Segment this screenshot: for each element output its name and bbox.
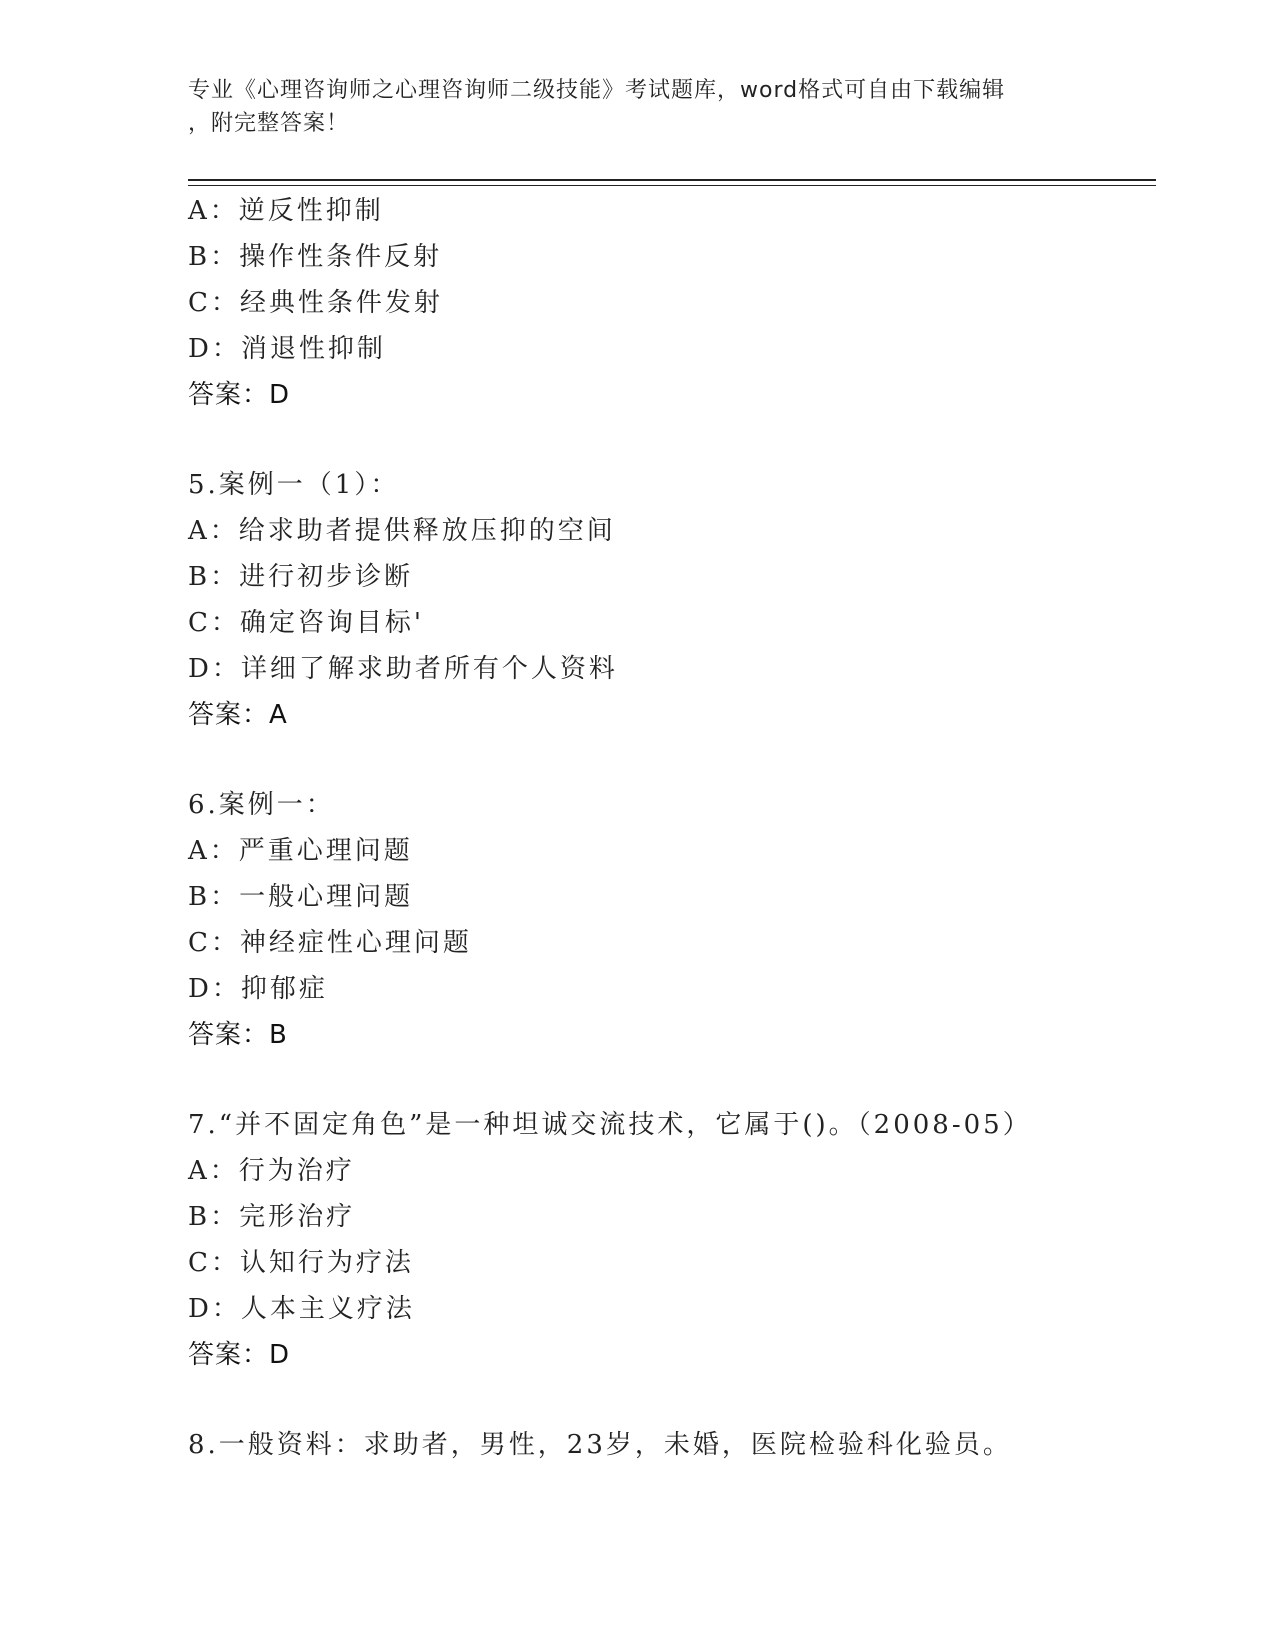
option-a: A：严重心理问题 xyxy=(188,836,413,866)
spacer xyxy=(188,1058,1156,1102)
option-c: C：神经症性心理问题 xyxy=(188,928,472,958)
answer: 答案：A xyxy=(188,700,288,730)
option-d: D：详细了解求助者所有个人资料 xyxy=(188,654,618,684)
option-b: B：进行初步诊断 xyxy=(188,562,414,592)
option-a: A：逆反性抑制 xyxy=(188,196,384,226)
option-a: A：行为治疗 xyxy=(188,1156,355,1186)
option-c: C：认知行为疗法 xyxy=(188,1248,414,1278)
spacer xyxy=(188,418,1156,462)
answer: 答案：B xyxy=(188,1020,288,1050)
header-line-1: 专业《心理咨询师之心理咨询师二级技能》考试题库，word格式可自由下载编辑 xyxy=(188,78,1006,103)
header-line-2: ，附完整答案！ xyxy=(188,111,350,136)
document-header xyxy=(188,74,1088,140)
question-title: 8.一般资料：求助者，男性，23岁，未婚，医院检验科化验员。 xyxy=(188,1430,1012,1460)
answer: 答案：D xyxy=(188,1340,291,1370)
question-6 xyxy=(188,782,1156,1058)
option-a: A：给求助者提供释放压抑的空间 xyxy=(188,516,616,546)
spacer xyxy=(188,738,1156,782)
option-d: D：消退性抑制 xyxy=(188,334,386,364)
question-list xyxy=(188,188,1156,1468)
answer: 答案：D xyxy=(188,380,291,410)
option-b: B：完形治疗 xyxy=(188,1202,356,1232)
question-7 xyxy=(188,1102,1156,1378)
question-title: 5.案例一（1）： xyxy=(188,470,400,500)
option-d: D：抑郁症 xyxy=(188,974,328,1004)
question-title: 7.“并不固定角色”是一种坦诚交流技术，它属于()。（2008-05） xyxy=(188,1110,1032,1140)
question-8 xyxy=(188,1422,1156,1468)
question-title: 6.案例一： xyxy=(188,790,335,820)
option-b: B：一般心理问题 xyxy=(188,882,414,912)
question-4 xyxy=(188,188,1156,418)
option-b: B：操作性条件反射 xyxy=(188,242,443,272)
option-d: D：人本主义疗法 xyxy=(188,1294,415,1324)
option-c: C：经典性条件发射 xyxy=(188,288,443,318)
spacer xyxy=(188,1378,1156,1422)
header-divider xyxy=(188,179,1156,186)
option-c: C：确定咨询目标' xyxy=(188,608,425,638)
question-5 xyxy=(188,462,1156,738)
